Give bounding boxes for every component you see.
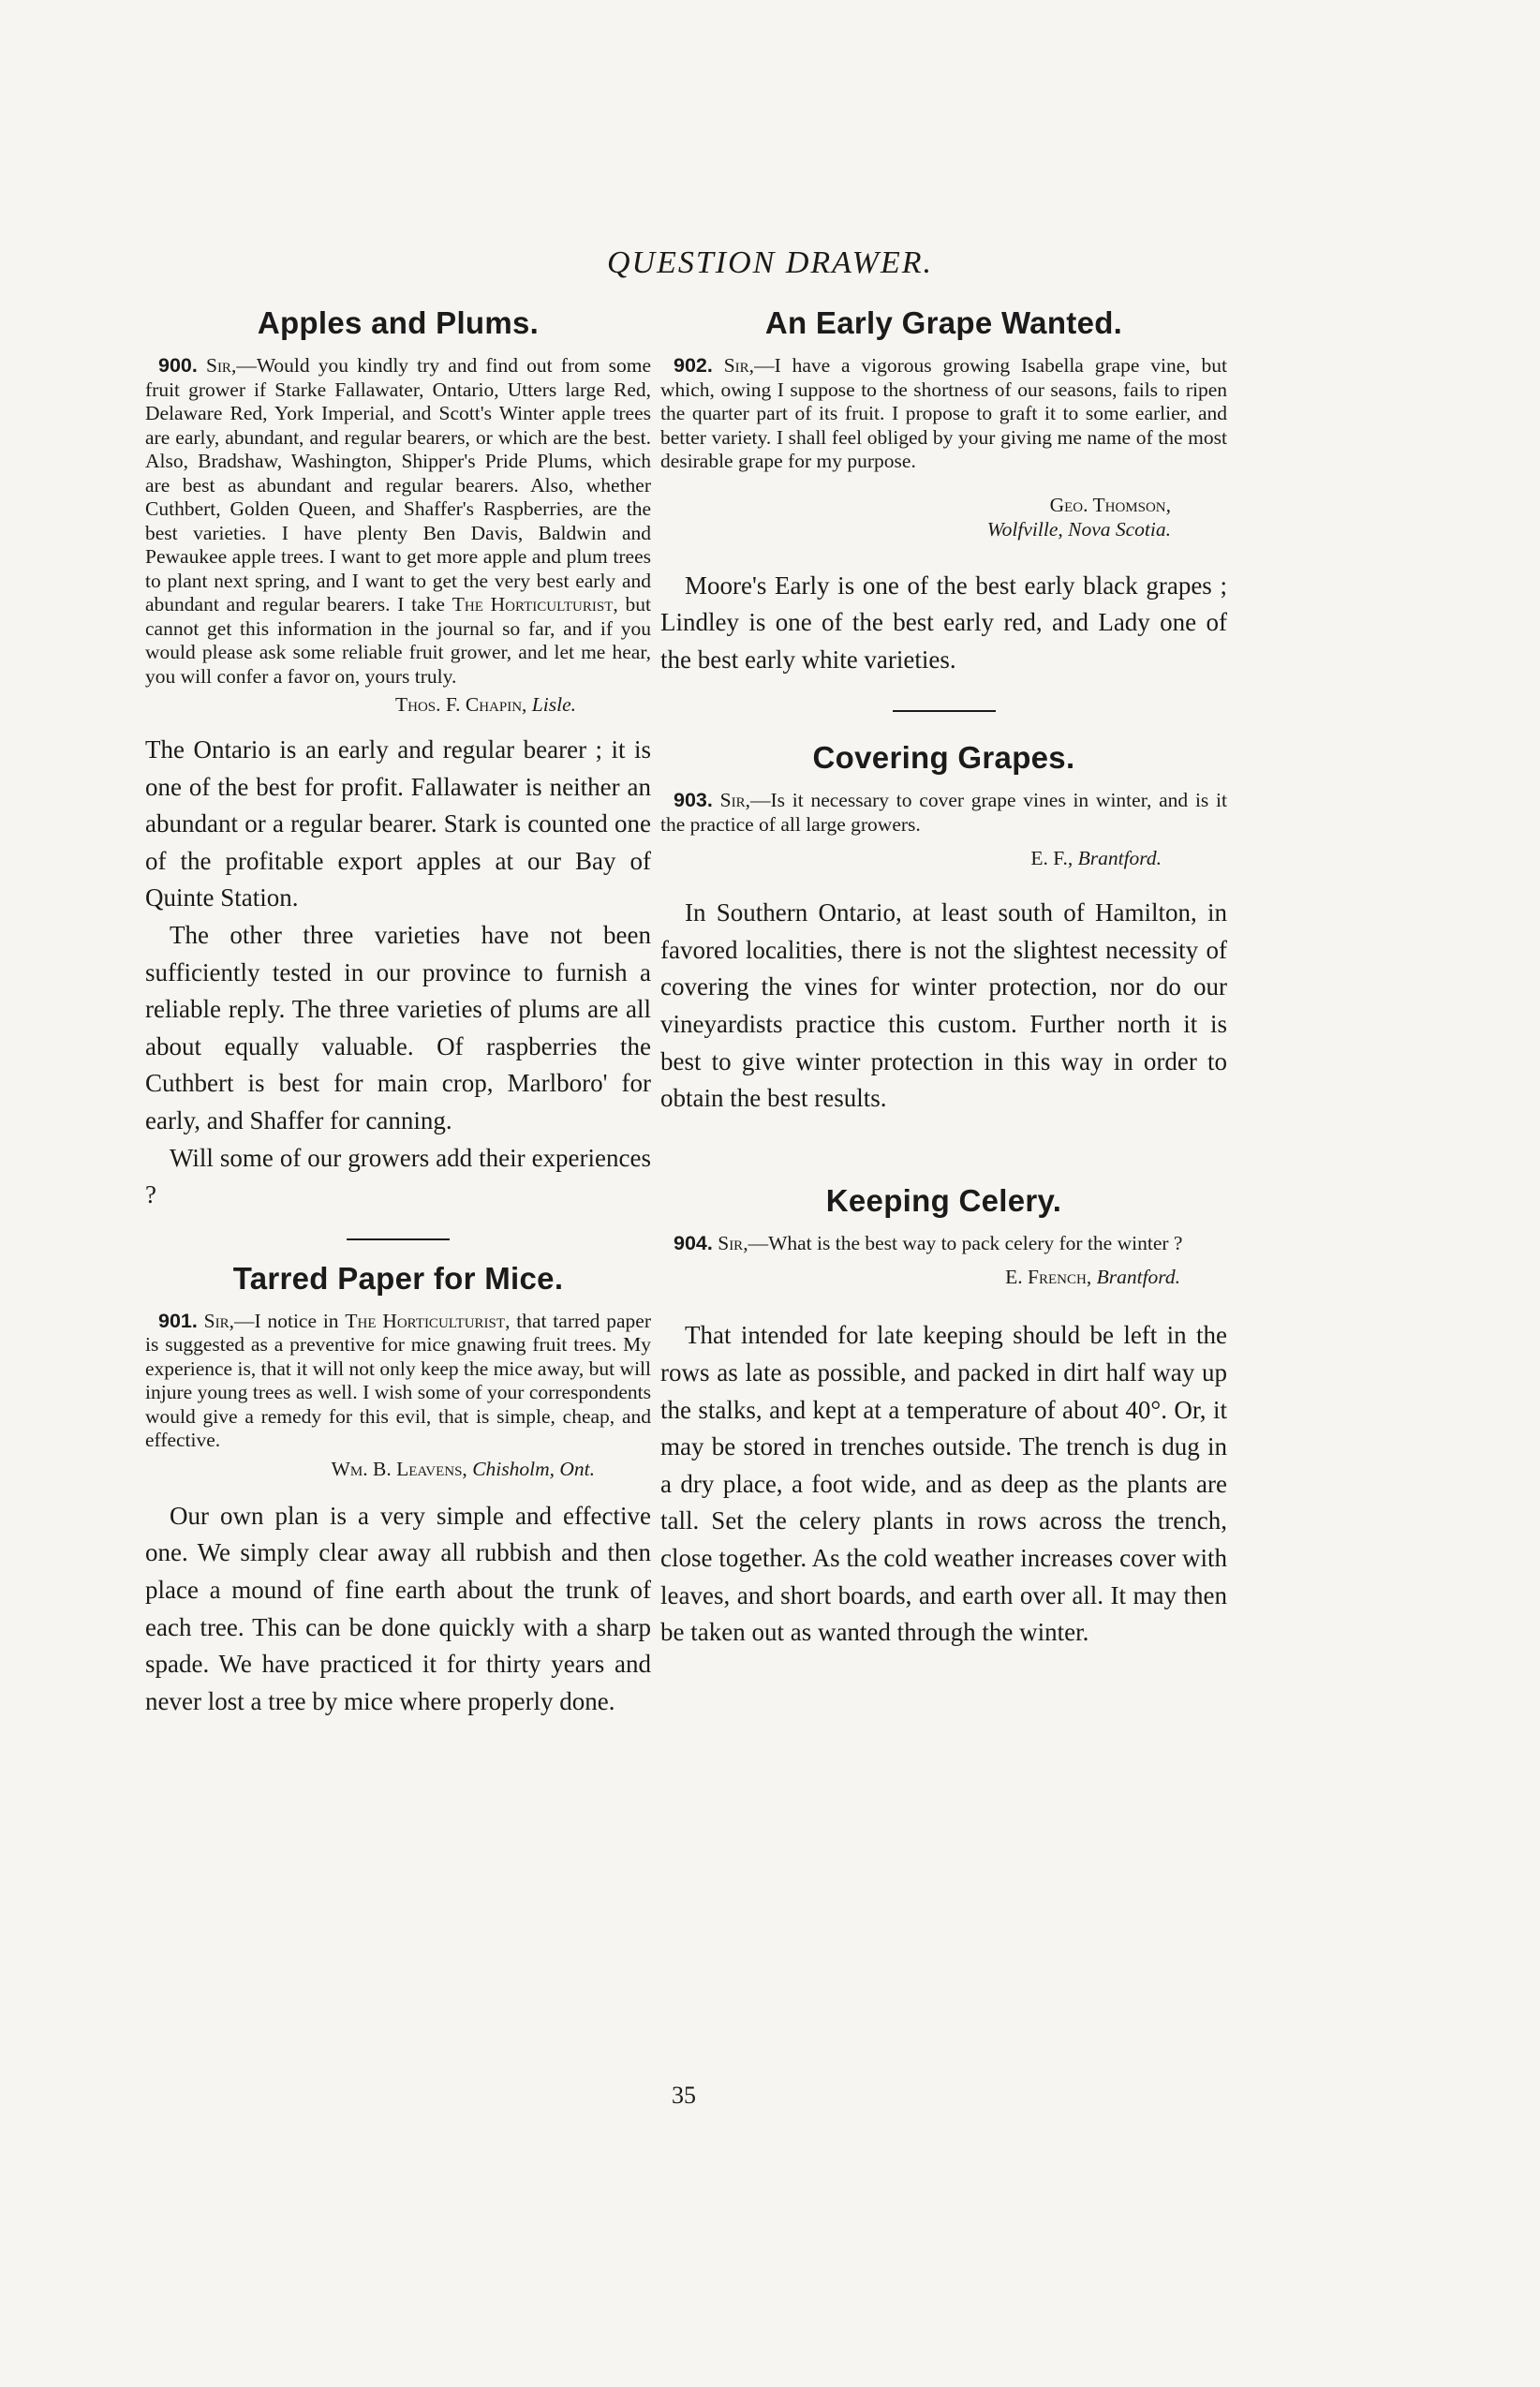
- question-number: 902.: [674, 354, 713, 377]
- signature-903: [660, 846, 1162, 870]
- signature-place: Chisholm, Ont.: [472, 1457, 595, 1480]
- signature-900: [145, 692, 576, 717]
- section-title-tarred-paper-for-mice: Tarred Paper for Mice.: [232, 1260, 564, 1296]
- signature-name: E. French,: [1005, 1266, 1092, 1289]
- answer-paragraph: The Ontario is an early and regular bearer ; it is one of the best for profit. Fallawater is neither an abundant or a regular bearer. Stark is counted one of the profitable export apples at our Bay of Quinte Station.: [145, 735, 651, 912]
- signature-place: Wolfville, Nova Scotia.: [986, 517, 1171, 541]
- section-spacer: [660, 1118, 1227, 1183]
- section-title-keeping-celery: Keeping Celery.: [825, 1182, 1062, 1218]
- salutation: Sir,: [205, 354, 237, 377]
- question-text: —Would you kindly try and find out from some fruit grower if Starke Fallawater, Ontario, Utters large Red, Delaware Red, York Imperial, and Scott's Winter apple trees are early, abundant, and regular bearers, or which are the best. Also, Bradshaw, Washington, Shipper's Pride Plums, which are best as abundant and regular bearers. Also, whether Cuthbert, Golden Queen, and Shaffer's Raspberries, are the best varieties. I have plenty Ben Davis, Baldwin and Pewaukee apple trees. I want to get more apple and plum trees to plant next spring, and I want to get the very best early and abundant and regular bearers. I take: [145, 354, 651, 615]
- question-901: [145, 1310, 651, 1453]
- section-divider: [347, 1238, 450, 1240]
- signature-name: Thos. F. Chapin,: [394, 693, 527, 716]
- question-number: 900.: [158, 354, 198, 377]
- answer-902: [660, 568, 1227, 679]
- question-number: 903.: [674, 789, 713, 812]
- signature-name: E. F.,: [1030, 847, 1074, 870]
- signature-name: Wm. B. Leavens,: [331, 1457, 467, 1480]
- running-head: QUESTION DRAWER.: [606, 245, 934, 280]
- answer-904: [660, 1317, 1227, 1651]
- salutation: Sir,: [719, 789, 750, 812]
- question-902: [660, 354, 1227, 474]
- page-number: 35: [672, 2082, 696, 2109]
- question-text-cont: , but cannot get this information in the journal so far, and if you would please ask some reliable fruit grower, and let me hear, you will confer a favor on, yours truly.: [145, 593, 651, 688]
- answer-paragraph: Our own plan is a very simple and effective one. We simply clear away all rubbish and then place a mound of fine earth about the trunk of each tree. This can be done quickly with a sharp spade. We have practiced it for thirty years and never lost a tree by mice where properly done.: [145, 1501, 651, 1715]
- question-number: 901.: [158, 1309, 198, 1332]
- signature-place: Lisle.: [531, 693, 576, 716]
- signature-904: [660, 1265, 1180, 1289]
- question-904: [660, 1232, 1227, 1256]
- question-text: —I notice in: [234, 1309, 346, 1332]
- salutation: Sir,: [723, 354, 755, 377]
- question-text: —I have a vigorous growing Isabella grape vine, but which, owing I suppose to the shortness of our seasons, fails to ripen the quarter part of its fruit. I propose to graft it to some earlier, and better variety. I shall feel obliged by your giving me name of the most desirable grape for my purpose.: [660, 354, 1227, 472]
- signature-place: Brantford.: [1096, 1266, 1180, 1289]
- signature-901: [145, 1457, 595, 1481]
- answer-900: [145, 732, 651, 1214]
- question-text: —Is it necessary to cover grape vines in winter, and is it the practice of all large growers.: [660, 789, 1227, 836]
- answer-paragraph: That intended for late keeping should be left in the rows as late as possible, and packed in dirt half way up the stalks, and kept at a temperature of about 40°. Or, it may be stored in trenches outside. The trench is dug in a dry place, a foot wide, and as deep as the plants are tall. Set the celery plants in rows across the trench, close together. As the cold weather increases cover with leaves, and short boards, and earth over all. It may then be taken out as wanted through the winter.: [660, 1321, 1227, 1647]
- answer-paragraph: Moore's Early is one of the best early black grapes ; Lindley is one of the best early red, and Lady one of the best early white varieties.: [660, 571, 1227, 674]
- answer-paragraph: In Southern Ontario, at least south of Hamilton, in favored localities, there is not the slightest necessity of covering the vines for winter protection, nor do our vineyardists practice this custom. Further north it is best to give winter protection in this way in order to obtain the best results.: [660, 898, 1227, 1113]
- section-title-an-early-grape-wanted: An Early Grape Wanted.: [764, 305, 1123, 340]
- signature-place: Brantford.: [1077, 847, 1162, 870]
- left-column: [145, 305, 651, 1720]
- question-text-cont: , that tarred paper is suggested as a preventive for mice gnawing fruit trees. My experience is, that it will not only keep the mice away, but will injure young trees as well. I wish some of your correspondents would give a remedy for this evil, that is simple, cheap, and effective.: [145, 1309, 651, 1452]
- section-title-apples-and-plums: Apples and Plums.: [257, 305, 540, 340]
- signature-name: Geo. Thomson,: [1049, 493, 1171, 516]
- right-column: [660, 305, 1227, 1652]
- salutation: Sir,: [718, 1231, 748, 1254]
- section-title-covering-grapes: Covering Grapes.: [812, 740, 1075, 776]
- salutation: Sir,: [203, 1309, 235, 1332]
- question-number: 904.: [674, 1231, 713, 1254]
- answer-901: [145, 1498, 651, 1721]
- section-divider: [893, 710, 996, 712]
- question-900: [145, 354, 651, 689]
- journal-name: The Horticulturist: [345, 1309, 506, 1332]
- question-text: —What is the best way to pack celery for the winter ?: [748, 1231, 1183, 1254]
- answer-903: [660, 895, 1227, 1118]
- answer-paragraph: Will some of our growers add their experiences ?: [145, 1143, 651, 1209]
- answer-paragraph: The other three varieties have not been sufficiently tested in our province to furnish a reliable reply. The three varieties of plums are all about equally valuable. Of raspberries the Cuthbert is best for main crop, Marlboro' for early, and Shaffer for canning.: [145, 920, 651, 1134]
- signature-902: [660, 493, 1171, 541]
- journal-name: The Horticulturist: [452, 593, 614, 615]
- question-903: [660, 789, 1227, 837]
